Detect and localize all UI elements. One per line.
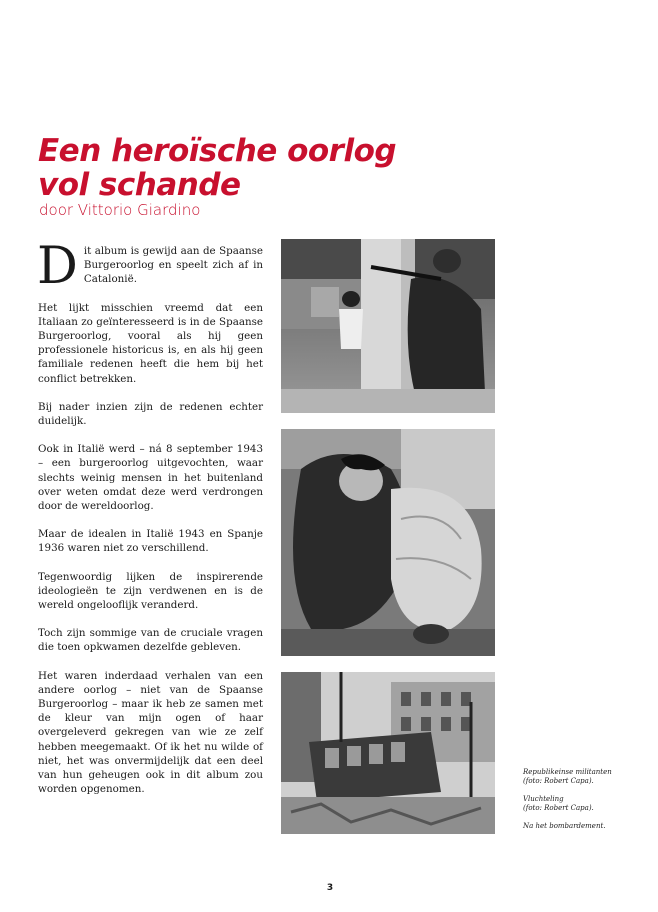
- article-author: door Vittorio Giardino: [39, 201, 201, 219]
- photo-republican-militants: [281, 239, 495, 413]
- article-title: [38, 134, 478, 202]
- title-line-1: Een heroïsche oorlog: [38, 133, 397, 169]
- title-line-2: vol schande: [38, 167, 241, 203]
- paragraph-2: Het lijkt misschien vreemd dat een Italiaan zo geïnteresseerd is in de Spaanse Burgeroorlog, vooral als hij geen professionele historicus is, en als hij geen familiale redenen heeft die hem bij het conflict betrekken.: [38, 301, 263, 385]
- paragraph-3: Bij nader inzien zijn de redenen echter duidelijk.: [38, 400, 263, 428]
- caption-2: Vluchteling (foto: Robert Capa).: [523, 795, 594, 812]
- article-body: [37, 237, 263, 811]
- paragraph-7: Toch zijn sommige van de cruciale vragen die toen opkwamen dezelfde gebleven.: [38, 627, 263, 654]
- page-number: 3: [326, 883, 334, 893]
- paragraph-8: Het waren inderdaad verhalen van een andere oorlog – niet van de Spaanse Burgeroorlog – maar ik heb ze samen met de kleur van mijn ogen of haar overgeleverd gekregen van wie ze zelf hebben meegemaakt. Of ik het nu wilde of niet, het was onvermijdelijk dat een deel van hun geheugen ook in dit album zou worden opgenomen.: [38, 669, 263, 796]
- caption-3: Na het bombardement.: [523, 822, 606, 830]
- photo-after-bombing: [281, 672, 495, 834]
- caption-1: Republikeinse militanten (foto: Robert Capa).: [523, 768, 612, 785]
- paragraph-1: Dit album is gewijd aan de Spaanse Burgeroorlog en speelt zich af in Catalonië.: [37, 237, 263, 296]
- photo-refugee: [281, 429, 495, 656]
- paragraph-6: Tegenwoordig lijken de inspirerende ideologieën te zijn verdwenen en is de wereld ongelooflijk veranderd.: [38, 570, 263, 612]
- paragraph-5: Maar de idealen in Italië 1943 en Spanje 1936 waren niet zo verschillend.: [38, 528, 263, 555]
- drop-cap: D: [37, 237, 78, 296]
- photo-captions: [523, 768, 633, 840]
- paragraph-4: Ook in Italië werd – ná 8 september 1943 – een burgeroorlog uitgevochten, waar slechts weinig mensen in het buitenland over weten omdat deze werd verdrongen door de wereldoorlog.: [38, 443, 263, 513]
